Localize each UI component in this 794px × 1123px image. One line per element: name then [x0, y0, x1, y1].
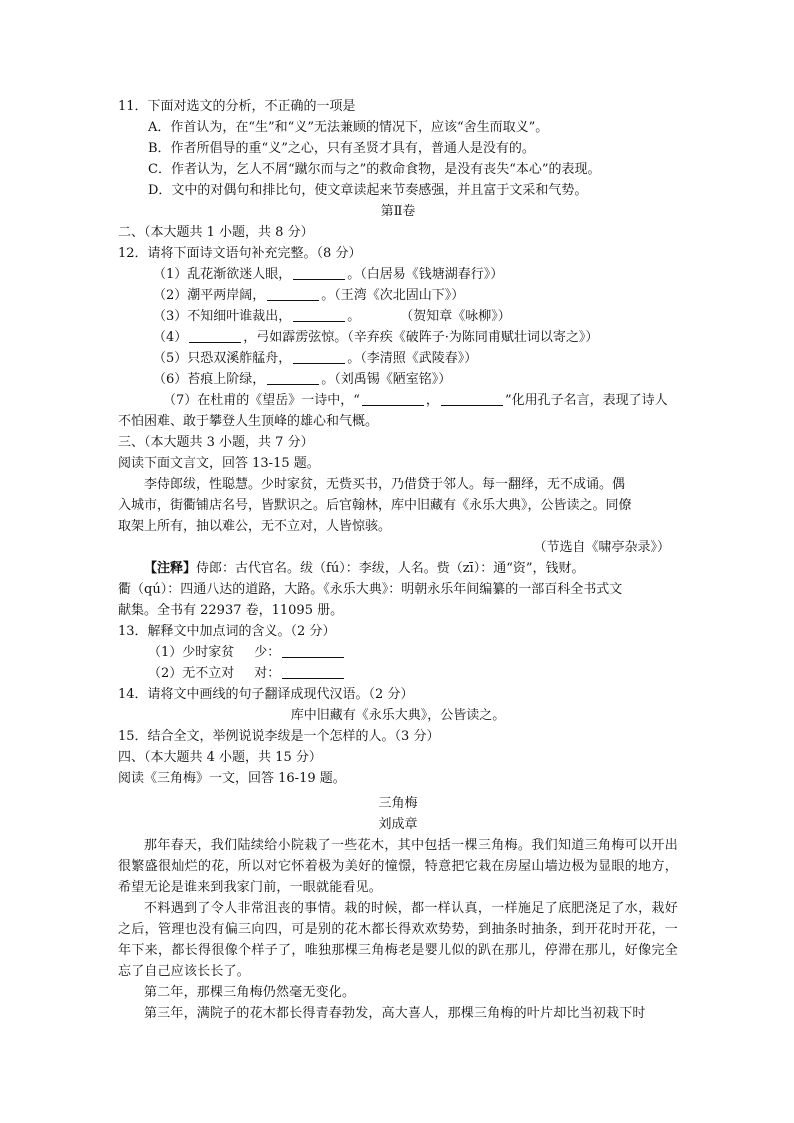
q15-stem: 15．结合全文，举例说说李绂是一个怎样的人。（3 分）: [118, 729, 440, 744]
volume-title: 第Ⅱ卷: [380, 204, 416, 219]
answer-blank[interactable]: [293, 350, 345, 364]
article-paragraph: 第二年，那棵三角梅仍然毫无变化。: [144, 985, 356, 1000]
note-line: 【注释】侍郎：古代官名。绂（fú）：李绂，人名。赀（zī）：通“资”，钱财。: [144, 561, 585, 576]
q12-item-3: （3）不知细叶谁裁出， 。 （贺知章《咏柳》）: [153, 309, 511, 324]
note-line: 衢（qú）：四通八达的道路，大路。《永乐大典》：明朝永乐年间编纂的一部百科全书式文: [118, 582, 623, 597]
article-author: 刘成章: [378, 817, 418, 832]
section4-intro: 阅读《三角梅》一文，回答 16-19 题。: [118, 771, 346, 786]
answer-blank[interactable]: [441, 392, 503, 406]
note-line: 献集。全书有 22937 卷，11095 册。: [118, 603, 344, 618]
exam-page: [118, 96, 678, 1024]
answer-blank[interactable]: [189, 329, 241, 343]
q13-stem: 13．解释文中加点词的含义。（2 分）: [118, 624, 336, 639]
article-paragraph: 不料遇到了令人非常沮丧的事情。栽的时候，都一样认真，一样施足了底肥浇足了水，栽好之后，管理也没有偏三向四，可是别的花木都长得欢欢势势，到抽条时抽条，到开花时开花，一年下来，都长得很像个样子了，唯独那棵三角梅老是婴儿似的趴在那儿，停滞在那儿，好像完全忘了自己应该长长了。: [118, 901, 678, 979]
q12-item-7: （7）在杜甫的《望岳》一诗中，“ ， ”化用孔子名言，表现了诗人: [163, 393, 668, 408]
classical-passage-line: 取架上所有，抽以难公，无不立对，人皆惊骇。: [118, 519, 392, 534]
article-paragraph: 第三年，满院子的花木都长得青春勃发，高大喜人，那棵三角梅的叶片却比当初栽下时: [144, 1006, 646, 1021]
q13-item-1: （1）少时家贫 少：: [118, 642, 678, 663]
q11-option-d: D．文中的对偶句和排比句，使文章读起来节奏感强，并且富于文采和气势。: [148, 183, 588, 198]
article-paragraph: 那年春天，我们陆续给小院栽了一些花木，其中包括一棵三角梅。我们知道三角梅可以开出很繁盛很灿烂的花，所以对它怀着极为美好的憧憬，特意把它栽在房屋山墙边极为显眼的地方，希望无论是谁来到我家门前，一眼就能看见。: [118, 838, 678, 895]
note-label: 【注释】: [144, 561, 197, 576]
q12-item-2: （2）潮平两岸阔， 。（王湾《次北固山下》）: [153, 288, 465, 303]
q11-option-a: A．作首认为，在“生”和“义”无法兼顾的情况下，应该“舍生而取义”。: [148, 120, 549, 135]
q12-item-4: （4） ，弓如霹雳弦惊。（辛弃疾《破阵子·为陈同甫赋壮词以寄之》）: [153, 330, 599, 345]
q11-stem: 11．下面对选文的分析，不正确的一项是: [118, 99, 356, 114]
q12-item-1: （1）乱花渐欲迷人眼， 。（白居易《钱塘湖春行》）: [153, 267, 504, 282]
section3-header: 三、（本大题共 3 小题，共 7 分）: [118, 435, 314, 450]
answer-blank[interactable]: [293, 308, 345, 322]
q12-item-5: （5）只恐双溪舴艋舟， 。（李清照《武陵春》）: [153, 351, 478, 366]
q12-stem: 12．请将下面诗文语句补充完整。（8 分）: [118, 246, 362, 261]
passage-source: （节选自《啸亭杂录》）: [533, 540, 670, 555]
article-title: 三角梅: [378, 796, 418, 811]
answer-blank[interactable]: [282, 644, 344, 658]
q12-item-6: （6）苔痕上阶绿， 。（刘禹锡《陋室铭》）: [153, 372, 452, 387]
answer-blank[interactable]: [293, 266, 345, 280]
q14-sentence: 库中旧藏有《永乐大典》，公皆读之。: [290, 708, 506, 723]
q12-item-7-cont: 不怕困难、敢于攀登人生顶峰的雄心和气概。: [118, 414, 379, 429]
classical-passage-line: 入城市，街衢铺店名号，皆默识之。后官翰林，库中旧藏有《永乐大典》，公皆读之。同僚: [118, 498, 632, 513]
answer-blank[interactable]: [267, 287, 319, 301]
q14-stem: 14．请将文中画线的句子翻译成现代汉语。（2 分）: [118, 687, 414, 702]
classical-passage-line: 李侍郎绂，性聪慧。少时家贫，无赀买书，乃借贷于邻人。每一翻绎，无不成诵。偶: [144, 477, 626, 492]
q13-item-2: （2）无不立对 对：: [118, 663, 678, 684]
answer-blank[interactable]: [282, 665, 344, 679]
answer-blank[interactable]: [267, 371, 319, 385]
q11-option-b: B．作者所倡导的重“义”之心，只有圣贤才具有，普通人是没有的。: [148, 141, 535, 156]
answer-blank[interactable]: [362, 392, 424, 406]
q11-option-c: C．作者认为，乞人不屑“蹴尔而与之”的救命食物，是没有丧失“本心”的表现。: [148, 162, 601, 177]
section2-header: 二、（本大题共 1 小题，共 8 分）: [118, 225, 314, 240]
section4-header: 四、（本大题共 4 小题，共 15 分）: [118, 750, 322, 765]
section3-intro: 阅读下面文言文，回答 13-15 题。: [118, 456, 320, 471]
